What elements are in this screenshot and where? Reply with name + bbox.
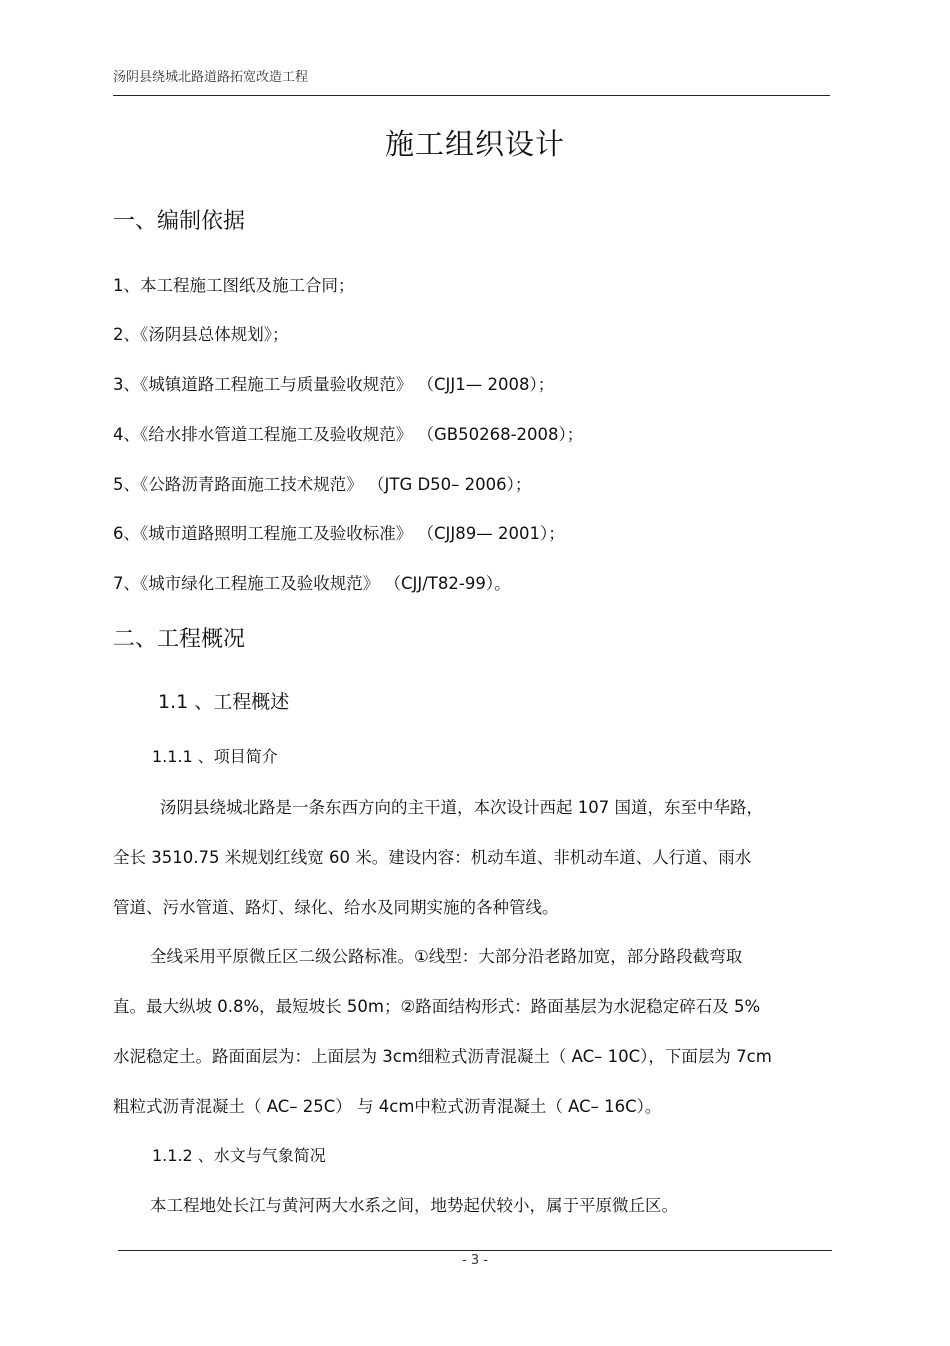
- reference-item: 7、《城市绿化工程施工及验收规范》 （CJJ/T82-99）。: [113, 574, 511, 593]
- subsection-heading-1-1: 1.1 、工程概述: [158, 691, 290, 713]
- page-number: - 3 -: [462, 1253, 488, 1268]
- reference-item: 4、《给水排水管道工程施工及验收规范》 （GB50268-2008）；: [113, 425, 584, 444]
- paragraph-line: 水泥稳定土。路面面层为：上面层为 3cm细粒式沥青混凝土（ AC– 10C），下面层为 7cm: [113, 1047, 772, 1066]
- reference-item: 2、《汤阴县总体规划》；: [113, 325, 289, 344]
- paragraph-line: 汤阴县绕城北路是一条东西方向的主干道，本次设计西起 107 国道，东至中华路，: [160, 798, 763, 817]
- document-title: 施工组织设计: [384, 127, 565, 161]
- paragraph-line: 全长 3510.75 米规划红线宽 60 米。建设内容：机动车道、非机动车道、人行道、雨水: [113, 848, 752, 867]
- paragraph-line: 本工程地处长江与黄河两大水系之间，地势起伏较小，属于平原微丘区。: [150, 1196, 678, 1215]
- paragraph-line: 全线采用平原微丘区二级公路标准。①线型：大部分沿老路加宽，部分路段截弯取: [150, 947, 743, 966]
- subsection-heading-1-1-1: 1.1.1 、项目简介: [152, 747, 278, 766]
- paragraph-line: 管道、污水管道、路灯、绿化、给水及同期实施的各种管线。: [113, 898, 559, 917]
- subsection-heading-1-1-2: 1.1.2 、水文与气象简况: [152, 1146, 326, 1165]
- reference-item: 1、本工程施工图纸及施工合同；: [113, 276, 355, 295]
- section-heading-overview: 二、工程概况: [113, 627, 246, 652]
- paragraph-line: 直。最大纵坡 0.8%，最短坡长 50m；②路面结构形式：路面基层为水泥稳定碎石及 5%: [113, 997, 761, 1016]
- reference-item: 6、《城市道路照明工程施工及验收标准》 （CJJ89— 2001）；: [113, 524, 565, 543]
- footer-rule: [118, 1250, 832, 1251]
- header-rule: [113, 95, 830, 96]
- reference-item: 3、《城镇道路工程施工与质量验收规范》 （CJJ1— 2008）；: [113, 375, 555, 394]
- running-header: 汤阴县绕城北路道路拓宽改造工程: [113, 70, 309, 85]
- section-heading-basis: 一、编制依据: [113, 209, 246, 234]
- paragraph-line: 粗粒式沥青混凝土（ AC– 25C） 与 4cm中粒式沥青混凝土（ AC– 16C）。: [113, 1097, 662, 1116]
- reference-item: 5、《公路沥青路面施工技术规范》 （JTG D50– 2006）；: [113, 475, 532, 494]
